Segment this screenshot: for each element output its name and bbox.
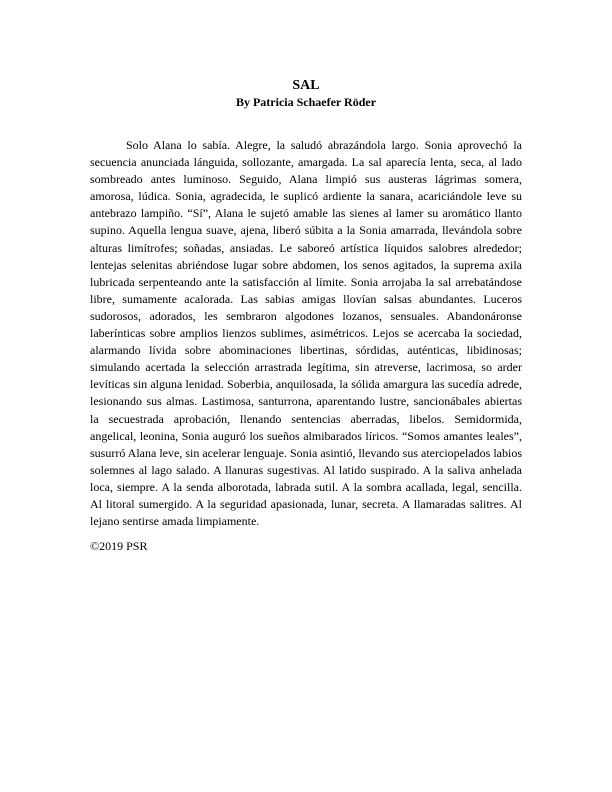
page-title: SAL [292, 78, 320, 93]
author-byline: By Patricia Schaefer Röder [235, 95, 377, 109]
copyright-notice: ©2019 PSR [90, 539, 148, 553]
story-body-paragraph: Solo Alana lo sabía. Alegre, la saludó abrazándola largo. Sonia aprovechó la secuencia anunciada lánguida, sollozante, amargada. La sal aparecía lenta, seca, al lado sombreado antes luminoso. Seguido, Alana limpió sus austeras lágrimas somera, amorosa, lúdica. Sonia, agradecida, le suplicó ardiente la sanara, acariciándole leve su antebrazo lampiño. “Sí”, Alana le sujetó amable las sienes al lamer su aromático llanto supino. Aquella lengua suave, ajena, liberó súbita a la Sonia amarrada, llevándola sobre alturas limítrofes; soñadas, ansiadas. Le saboreó artística líquidos salobres alrededor; lentejas selenitas abriéndose lugar sobre abdomen, los senos agitados, la suprema axila lubricada serpenteando ante la satisfacción al límite. Sonia arrojaba la sal arrebatándose libre, sumamente acalorada. Las sabias amigas llovían salsas abundantes. Luceros sudorosos, adorados, les sembraron algodones lozanos, sensuales. Abandonáronse laberínticas sobre amplios lienzos sublimes, asimétricos. Lejos se acercaba la sociedad, alarmando lívida sobre abominaciones libertinas, sórdidas, auténticas, libidinosas; simulando acertada la selección arrastrada legítima, sin atreverse, lacrimosa, so arder levíticas sin alguna lenidad. Soberbia, anquilosada, la sólida amargura las sucedía adrede, lesionando sus almas. Lastimosa, santurrona, aparentando lustre, sancionábales abiertas la secuestrada aprobación, llenando sentencias aberradas, libelos. Semidormida, angelical, leonina, Sonia auguró los sueños almibarados líricos. “Somos amantes leales”, susurró Alana leve, sin acelerar lenguaje. Sonia asintió, llevando sus aterciopelados labios solemnes al lago salado. A llanuras sugestivas. Al latido suspirado. A la saliva anhelada loca, siempre. A la senda alborotada, labrada sutil. A la sombra acallada, legal, sencilla. Al litoral sumergido. A la seguridad apasionada, lunar, secreta. A llamaradas salitres. Al lejano sentirse amada limpiamente. [90, 138, 522, 529]
